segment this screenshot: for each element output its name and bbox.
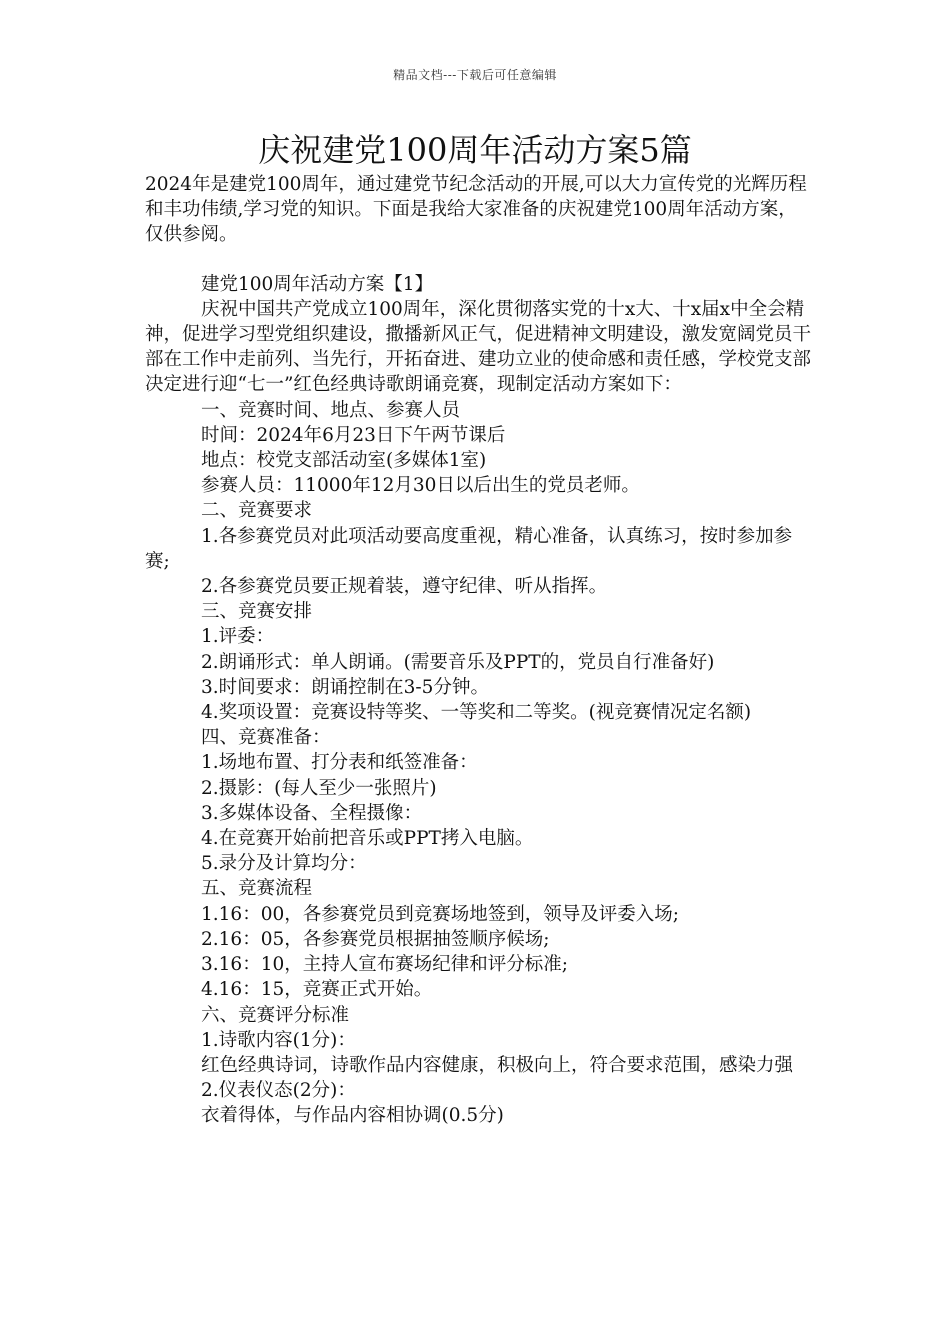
page-title: 庆祝建党100周年活动方案5篇 <box>258 131 692 169</box>
paragraph: 三、竞赛安排 <box>201 601 313 623</box>
paragraph: 4.在竞赛开始前把音乐或PPT拷入电脑。 <box>201 828 534 850</box>
paragraph: 地点：校党支部活动室(多媒体1室) <box>201 450 487 472</box>
paragraph: 时间：2024年6月23日下午两节课后 <box>201 424 506 446</box>
paragraph: 1.评委： <box>201 626 275 648</box>
section-heading: 建党100周年活动方案【1】 <box>201 273 434 295</box>
paragraph: 二、竞赛要求 <box>201 500 313 522</box>
paragraph: 1.诗歌内容(1分)： <box>201 1029 356 1051</box>
paragraph: 红色经典诗词，诗歌作品内容健康，积极向上，符合要求范围，感染力强 <box>201 1054 794 1076</box>
paragraph: 2.16：05，各参赛党员根据抽签顺序候场; <box>201 928 550 950</box>
document-body <box>145 172 811 1129</box>
paragraph: 1.场地布置、打分表和纸签准备： <box>201 752 478 774</box>
paragraph: 2.仪表仪态(2分)： <box>201 1080 356 1102</box>
paragraph: 四、竞赛准备： <box>201 727 331 749</box>
paragraph: 2.朗诵形式：单人朗诵。(需要音乐及PPT的，党员自行准备好) <box>201 651 715 673</box>
paragraph: 参赛人员：11000年12月30日以后出生的党员老师。 <box>201 475 640 497</box>
paragraph: 2.各参赛党员要正规着装，遵守纪律、听从指挥。 <box>201 576 608 598</box>
paragraph: 3.多媒体设备、全程摄像： <box>201 802 423 824</box>
paragraph: 五、竞赛流程 <box>201 878 313 900</box>
spacer <box>145 248 811 272</box>
paragraph: 3.时间要求：朗诵控制在3-5分钟。 <box>201 676 489 698</box>
paragraph: 六、竞赛评分标准 <box>201 1004 350 1026</box>
intro-paragraph: 2024年是建党100周年，通过建党节纪念活动的开展,可以大力宣传党的光辉历程和丰功伟绩,学习党的知识。下面是我给大家准备的庆祝建党100周年活动方案，仅供参阅。 <box>145 174 807 246</box>
paragraph: 4.奖项设置：竞赛设特等奖、一等奖和二等奖。(视竞赛情况定名额) <box>201 702 752 724</box>
paragraph: 3.16：10，主持人宣布赛场纪律和评分标准; <box>201 954 568 976</box>
paragraph: 2.摄影：(每人至少一张照片) <box>201 777 437 799</box>
paragraph: 4.16：15，竞赛正式开始。 <box>201 979 433 1001</box>
header-note: 精品文档---下载后可任意编辑 <box>393 68 557 82</box>
paragraph: 衣着得体，与作品内容相协调(0.5分) <box>201 1105 504 1127</box>
paragraph: 1.各参赛党员对此项活动要高度重视，精心准备，认真练习，按时参加参赛; <box>145 525 793 572</box>
paragraph: 1.16：00，各参赛党员到竞赛场地签到，领导及评委入场; <box>201 903 679 925</box>
paragraph: 庆祝中国共产党成立100周年，深化贯彻落实党的十x大、十x届x中全会精神，促进学习型党组织建设，撒播新风正气，促进精神文明建设，激发宽阔党员干部在工作中走前列、当先行，开拓奋进、建功立业的使命感和责任感，学校党支部决定进行迎“七一”红色经典诗歌朗诵竞赛，现制定活动方案如下： <box>145 298 812 396</box>
paragraph: 一、竞赛时间、地点、参赛人员 <box>201 399 461 421</box>
paragraph: 5.录分及计算均分： <box>201 853 367 875</box>
